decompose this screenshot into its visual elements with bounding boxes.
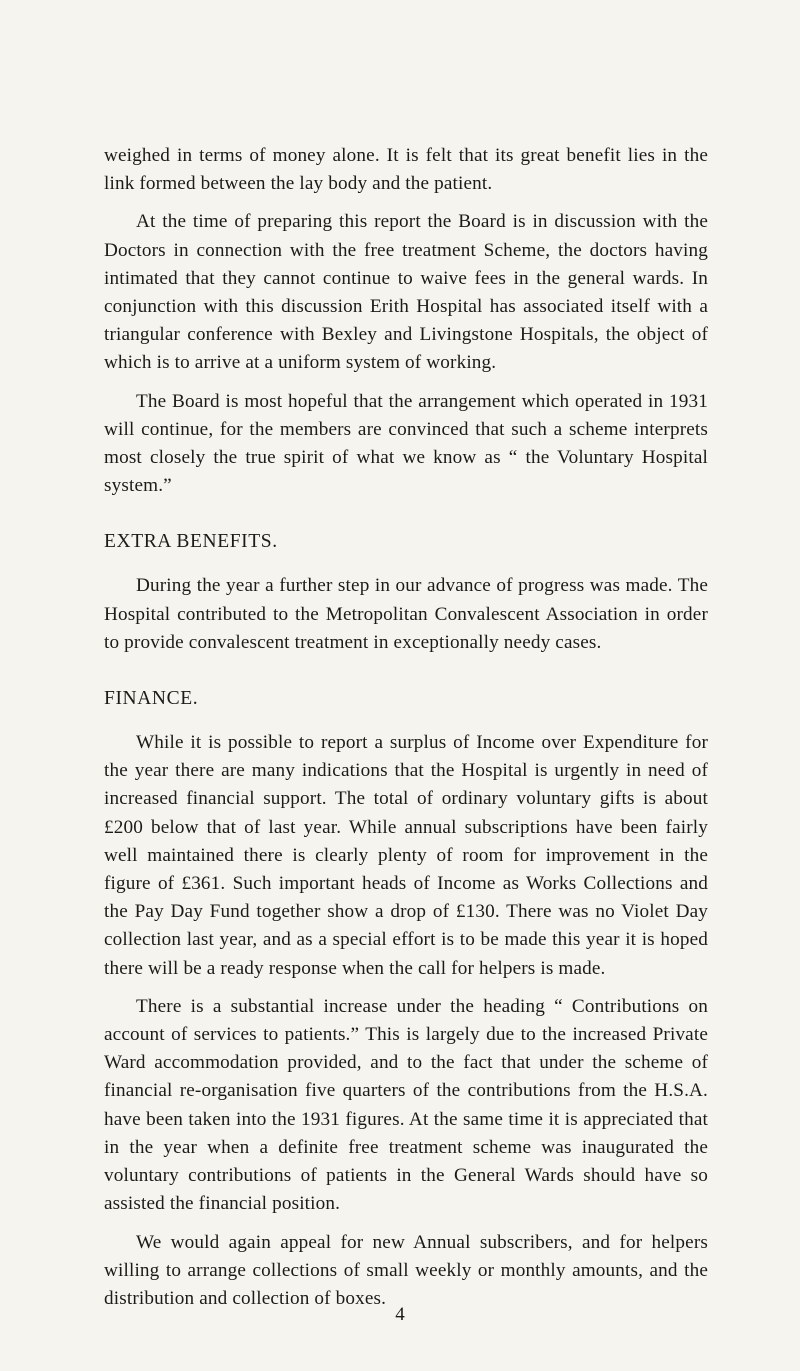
paragraph-finance-contributions: There is a substantial increase under the heading “ Contributions on account of services to patients.” This is largely due to the increased Private Ward accommodation provided, and to the fact that under the scheme of financial re-organisation five quarters of the contributions from the H.S.A. have been taken into the 1931 figures. At the same time it is appreciated that in the year when a definite free treatment scheme was inaugurated the voluntary contributions of patients in the General Wards should have so assisted the financial position. bbox=[104, 995, 708, 1215]
paragraph-finance-appeal: We would again appeal for new Annual subscribers, and for helpers willing to arrange collections of small weekly or monthly amounts, and the distribution and collection of boxes. bbox=[104, 1231, 708, 1309]
heading-extra-benefits: EXTRA BENEFITS. bbox=[104, 531, 278, 553]
paragraph-opening: weighed in terms of money alone. It is felt that its great benefit lies in the link formed between the lay body and the patient. bbox=[104, 145, 708, 195]
paragraph-board-hopeful: The Board is most hopeful that the arrangement which operated in 1931 will continue, for the members are convinced that such a scheme interprets most closely the true spirit of what we know as “ the Voluntary Hospital system.” bbox=[104, 390, 708, 497]
heading-finance: FINANCE. bbox=[104, 688, 199, 710]
paragraph-free-treatment: At the time of preparing this report the Board is in discussion with the Doctors in connection with the free treatment Scheme, the doctors having intimated that they cannot continue to waive fees in the general wards. In conjunction with this discussion Erith Hospital has associated itself with a triangular conference with Bexley and Livingstone Hospitals, the object of which is to arrive at a uniform system of working. bbox=[104, 211, 708, 374]
paragraph-finance-surplus: While it is possible to report a surplus of Income over Expenditure for the year there are many indications that the Hospital is urgently in need of increased financial support. The total of ordinary voluntary gifts is about £200 below that of last year. While annual subscriptions have been fairly well maintained there is clearly plenty of room for improvement in the figure of £361. Such important heads of Income as Works Collections and the Pay Day Fund together show a drop of £130. There was no Violet Day collection last year, and as a special effort is to be made this year it is hoped there will be a ready response when the call for helpers is made. bbox=[104, 732, 708, 979]
paragraph-extra-benefits: During the year a further step in our advance of progress was made. The Hospital contributed to the Metropolitan Convalescent Association in order to provide convalescent treatment in exceptionally needy cases. bbox=[104, 575, 708, 653]
page-number: 4 bbox=[395, 1304, 405, 1325]
